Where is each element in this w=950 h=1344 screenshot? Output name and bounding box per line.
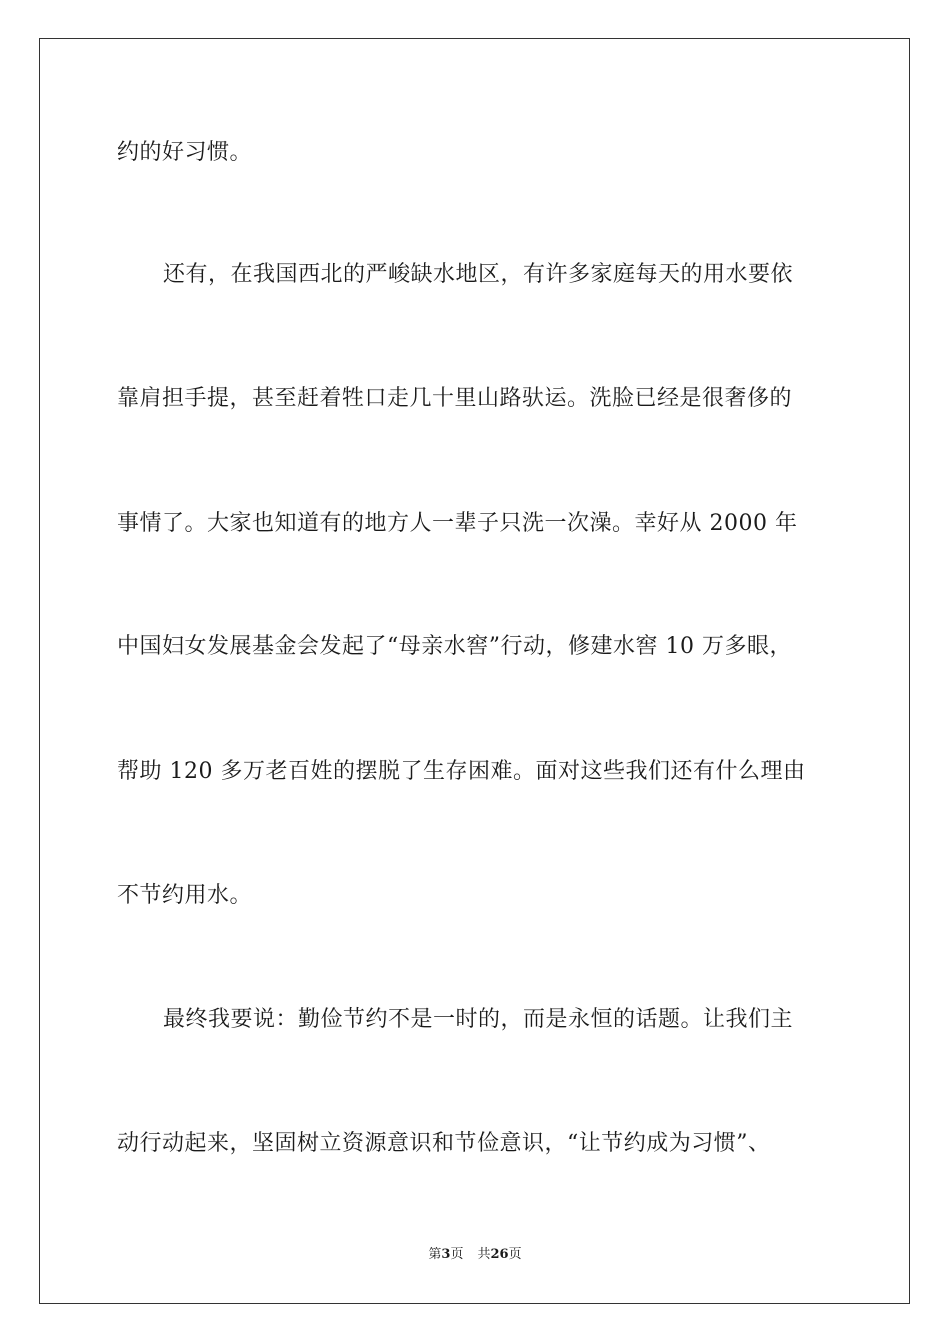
page-prefix: 第: [428, 1247, 442, 1262]
paragraph-line: 动行动起来，坚固树立资源意识和节俭意识，“让节约成为习惯”、: [117, 1131, 771, 1156]
paragraph-line: 还有，在我国西北的严峻缺水地区，有许多家庭每天的用水要依: [163, 262, 794, 287]
page-suffix: 页: [450, 1247, 464, 1262]
page-border: [39, 38, 910, 1304]
total-pages-number: 26: [490, 1247, 509, 1262]
paragraph-line: 帮助 120 多万老百姓的摆脱了生存困难。面对这些我们还有什么理由: [117, 759, 806, 784]
paragraph-line: 最终我要说：勤俭节约不是一时的，而是永恒的话题。让我们主: [163, 1007, 794, 1032]
total-suffix: 页: [508, 1247, 522, 1262]
paragraph-line: 约的好习惯。: [117, 140, 253, 165]
total-prefix: 共: [477, 1247, 491, 1262]
current-page-number: 3: [441, 1247, 451, 1262]
paragraph-line: 事情了。大家也知道有的地方人一辈子只洗一次澡。幸好从 2000 年: [117, 511, 798, 536]
paragraph-line: 不节约用水。: [117, 883, 253, 908]
page-footer: [0, 1246, 950, 1264]
paragraph-line: 中国妇女发展基金会发起了“母亲水窖”行动，修建水窖 10 万多眼，: [117, 634, 792, 659]
paragraph-line: 靠肩担手提，甚至赶着牲口走几十里山路驮运。洗脸已经是很奢侈的: [117, 386, 793, 411]
